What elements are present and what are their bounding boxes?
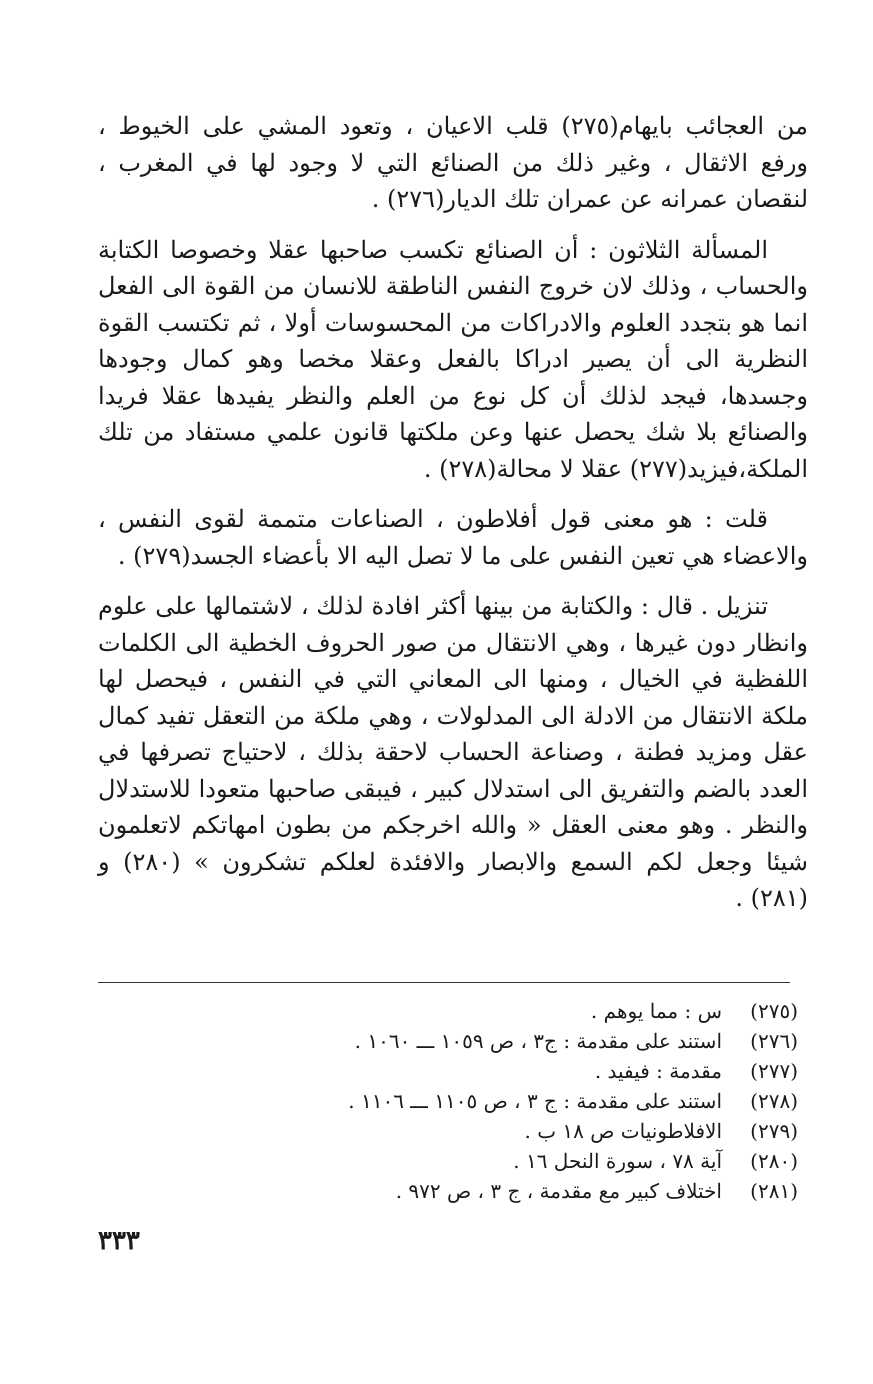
paragraph-1: من العجائب بايهام(٢٧٥) قلب الاعيان ، وتعود المشي على الخيوط ، ورفع الاثقال ، وغير ذلك من الصنائع التي لا وجود لها في المغرب ، لنقصان عمرانه عن عمران تلك الديار(٢٧٦) . [98, 112, 809, 213]
paragraph-2: المسألة الثلاثون : أن الصنائع تكسب صاحبها عقلا وخصوصا الكتابة والحساب ، وذلك لان خروج النفس الناطقة للانسان من القوة الى الفعل انما هو بتجدد العلوم والادراكات من المحسوسات أولا ، ثم تكتسب القوة النظرية الى أن يصير ادراكا بالفعل وعقلا مخصا وهو كمال وجودها وجسدها، فيجد لذلك أن كل نوع من العلم والنظر يفيدها عقلا فريدا والصنائع بلا شك يحصل عنها وعن ملكتها قانون علمي مستفاد من تلك الملكة،فيزيد(٢٧٧) عقلا لا محالة(٢٧٨) . [98, 235, 809, 483]
footnote-text: اختلاف كبير مع مقدمة ، ج ٣ ، ص ٩٧٢ . [395, 1179, 722, 1203]
footnote-number: (٢٧٥) [750, 999, 798, 1023]
footnote-number: (٢٧٧) [750, 1059, 798, 1083]
footnote-item [160, 1176, 798, 1206]
footnotes [160, 996, 798, 1206]
footnote-text: مقدمة : فيفيد . [594, 1059, 722, 1083]
footnote-text: س : مما يوهم . [590, 999, 722, 1023]
footnote-item [160, 1116, 798, 1146]
footnote-text: استند على مقدمة : ج٣ ، ص ١٠٥٩ ـــ ١٠٦٠ . [354, 1029, 722, 1053]
footnote-text: آية ٧٨ ، سورة النحل ١٦ . [513, 1149, 722, 1173]
footnote-item [160, 1056, 798, 1086]
page-number: ٣٣٣ [98, 1226, 140, 1256]
paragraph-4: تنزيل . قال : والكتابة من بينها أكثر افادة لذلك ، لاشتمالها على علوم وانظار دون غيرها ، وهي الانتقال من صور الحروف الخطية الى الكلمات اللفظية في الخيال ، ومنها الى المعاني التي في النفس ، فيحصل لها ملكة الانتقال من الادلة الى المدلولات ، وهي ملكة من التعقل تفيد كمال عقل ومزيد فطنة ، وصناعة الحساب لاحقة بذلك ، لاحتياج تصرفها في العدد بالضم والتفريق الى استدلال كبير ، فيبقى صاحبها متعودا للاستدلال والنظر . وهو معنى العقل « والله اخرجكم من بطون امهاتكم لاتعلمون شيئا وجعل لكم السمع والابصار والافئدة لعلكم تشكرون » (٢٨٠) و (٢٨١) . [98, 592, 809, 912]
footnote-number: (٢٨١) [750, 1179, 798, 1203]
footnote-divider [98, 982, 790, 983]
footnote-number: (٢٧٨) [750, 1089, 798, 1113]
footnote-item [160, 996, 798, 1026]
footnote-item [160, 1146, 798, 1176]
footnote-text: الافلاطونيات ص ١٨ ب . [524, 1119, 722, 1143]
footnote-item [160, 1026, 798, 1056]
footnote-number: (٢٧٦) [750, 1029, 798, 1053]
footnote-number: (٢٧٩) [750, 1119, 798, 1143]
paragraph-3: قلت : هو معنى قول أفلاطون ، الصناعات متممة لقوى النفس ، والاعضاء هي تعين النفس على ما لا تصل اليه الا بأعضاء الجسد(٢٧٩) . [98, 505, 808, 570]
footnote-item [160, 1086, 798, 1116]
footnote-number: (٢٨٠) [750, 1149, 798, 1173]
main-text [98, 108, 808, 931]
footnote-text: استند على مقدمة : ج ٣ ، ص ١١٠٥ ـــ ١١٠٦ . [348, 1089, 722, 1113]
